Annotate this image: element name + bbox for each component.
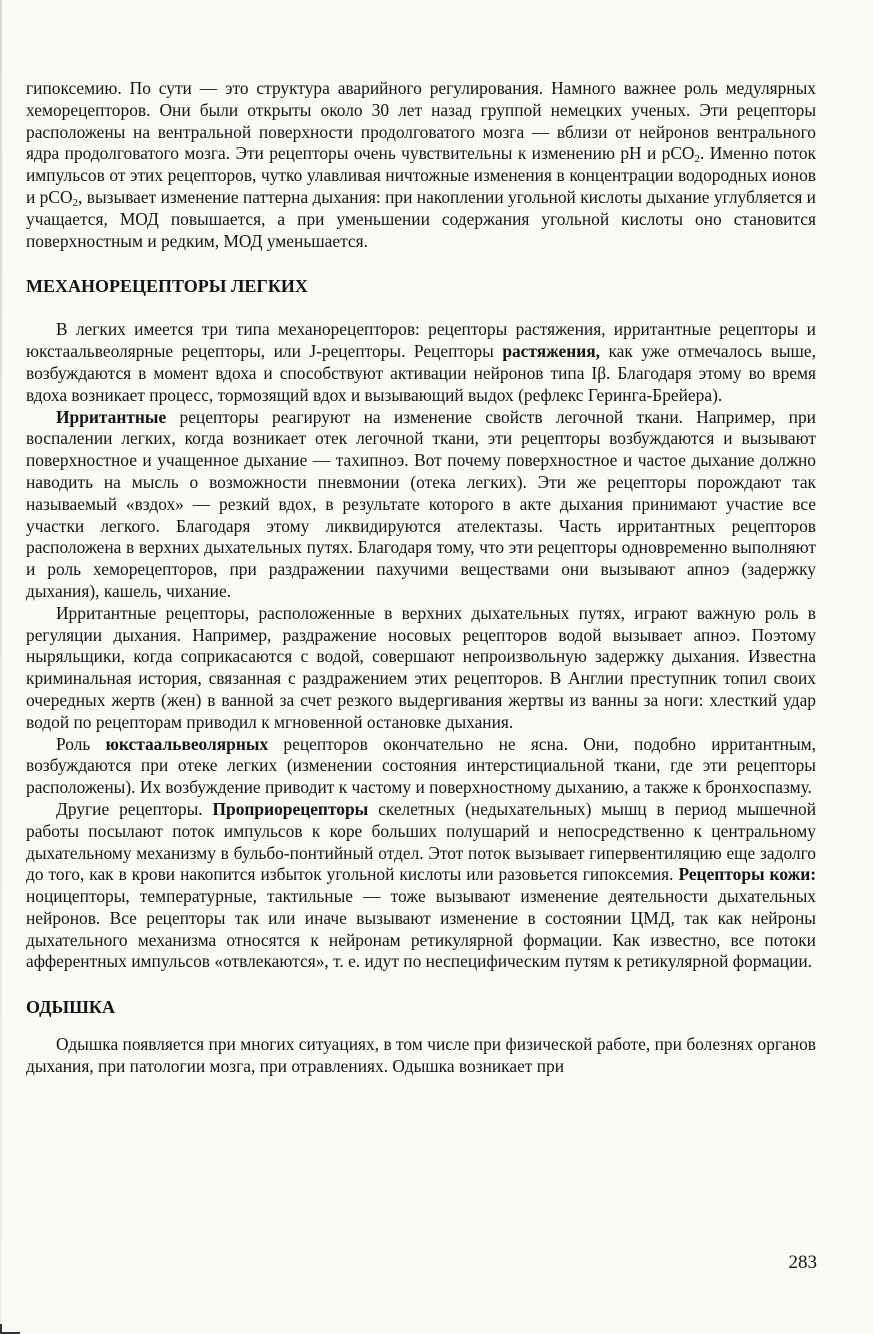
heading-mechanoreceptors: МЕХАНОРЕЦЕПТОРЫ ЛЕГКИХ (26, 276, 308, 297)
heading-dyspnea: ОДЫШКА (26, 997, 115, 1018)
paragraph-irritant-receptors: Ирритантные рецепторы реагируют на изменение свойств легочной ткани. Например, при воспалении легких, когда возникает отек легочной ткани, эти рецепторы возбуждаются и вызывают поверхностное и учащенное дыхание — тахипноэ. Вот почему поверхностное и частое дыхание должно наводить на мысль о возможности пневмонии (отека легких). Эти же рецепторы порождают так называемый «вздох» — резкий вдох, в результате которого в акте дыхания принимают участие все участки легкого. Благодаря этому ликвидируются ателектазы. Часть ирритантных рецепторов расположена в верхних дыхательных путях. Благодаря тому, что эти рецепторы одновременно выполняют и роль хеморецепторов, при раздражении пахучими веществами они вызывают апноэ (задержку дыхания), кашель, чихание. (26, 406, 816, 601)
paragraph-stretch-receptors: В легких имеется три типа механорецепторов: рецепторы растяжения, ирритантные рецепторы и юкстаальвеолярные рецепторы, или J-рецепторы. Рецепторы растяжения, как уже отмечалось выше, возбуждаются в момент вдоха и способствуют активации нейронов типа Iβ. Благодаря этому во время вдоха возникает процесс, тормозящий вдох и вызывающий выдох (рефлекс Геринга-Брейера). (26, 319, 816, 405)
page-number: 283 (788, 1252, 817, 1273)
paragraph-juxtaalveolar-receptors: Роль юкстаальвеолярных рецепторов окончательно не ясна. Они, подобно ирритантным, возбуждаются при отеке легких (изменении состояния интерстициальной ткани, где эти рецепторы расположены). Их возбуждение приводит к частому и поверхностному дыханию, а также к бронхоспазму. (26, 733, 816, 798)
paragraph-chemoreceptors: гипоксемию. По сути — это структура аварийного регулирования. Намного важнее роль медулярных хеморецепторов. Они были открыты около 30 лет назад группой немецких ученых. Эти рецепторы расположены на вентральной поверхности продолговатого мозга — вблизи от нейронов вентрального ядра продолговатого мозга. Эти рецепторы очень чувствительны к изменению pH и pCO$_2$. Именно поток импульсов от этих рецепторов, чутко улавливая ничтожные изменения в концентрации водородных ионов и pCO$_2$, вызывает изменение паттерна дыхания: при накоплении угольной кислоты дыхание углубляется и учащается, МОД повышается, а при уменьшении содержания угольной кислоты оно становится поверхностным и редким, МОД уменьшается. (26, 78, 816, 251)
scan-corner-mark (0, 1324, 20, 1334)
scan-edge-shadow (0, 0, 2, 1334)
text-column (26, 78, 816, 1078)
paragraph-other-receptors: Другие рецепторы. Проприорецепторы скелетных (недыхательных) мышц в период мышечной работы посылают поток импульсов к коре больших полушарий и непосредственно к центральному дыхательному механизму в бульбо-понтийный отдел. Этот поток вызывает гипервентиляцию еще задолго до того, как в крови накопится избыток угольной кислоты или разовьется гипоксемия. Рецепторы кожи: ноцицепторы, температурные, тактильные — тоже вызывают изменение деятельности дыхательных нейронов. Все рецепторы так или иначе вызывают изменение в состоянии ЦМД, так как нейроны дыхательного механизма относятся к нейронам ретикулярной формации. Как известно, все потоки афферентных импульсов «отвлекаются», т. е. идут по неспецифическим путям к ретикулярной формации. (26, 798, 817, 972)
paragraph-upper-airway-receptors: Ирритантные рецепторы, расположенные в верхних дыхательных путях, играют важную роль в регуляции дыхания. Например, раздражение носовых рецепторов водой вызывает апноэ. Поэтому ныряльщики, когда соприкасаются с водой, совершают непроизвольную задержку дыхания. Известна криминальная история, связанная с раздражением этих рецепторов. В Англии преступник топил своих очередных жертв (жен) в ванной за счет резкого выдергивания жертвы из ванны за ноги: хлесткий удар водой по рецепторам приводил к мгновенной остановке дыхания. (26, 602, 816, 732)
paragraph-dyspnea: Одышка появляется при многих ситуациях, в том числе при физической работе, при болезнях органов дыхания, при патологии мозга, при отравлениях. Одышка возникает при (26, 1034, 816, 1077)
